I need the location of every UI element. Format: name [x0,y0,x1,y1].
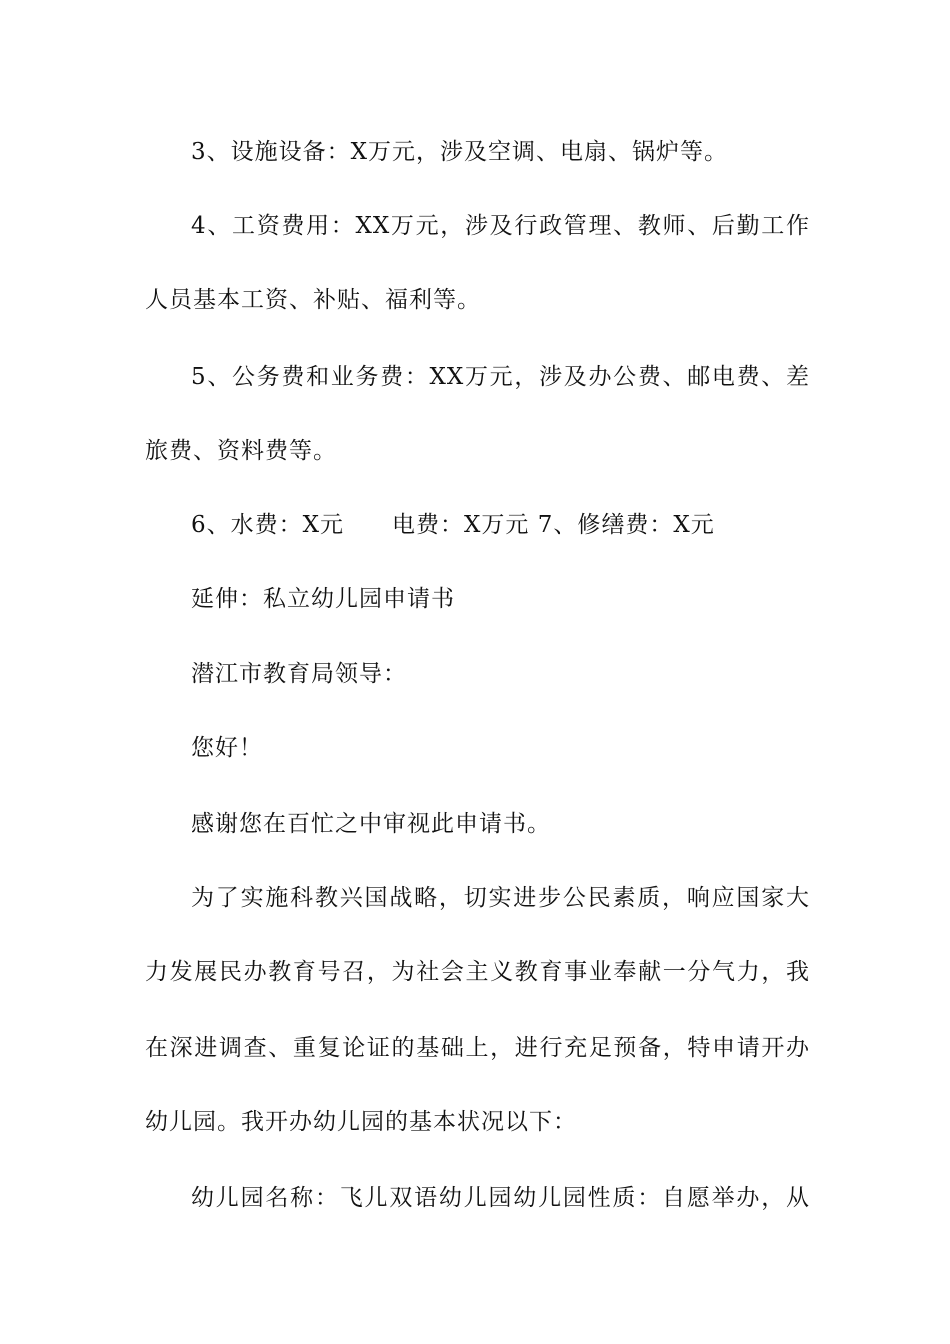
paragraph-office-line2: 旅费、资料费等。 [145,438,337,464]
letter-body-line4: 幼儿园。我开办幼儿园的基本状况以下： [145,1109,577,1135]
extension-heading: 延伸：私立幼儿园申请书 [191,586,455,612]
letter-addressee: 潜江市教育局领导： [191,661,407,687]
letter-body-line2: 力发展民办教育号召，为社会主义教育事业奉献一分气力，我 [145,959,810,985]
letter-body-line1: 为了实施科教兴国战略，切实进步公民素质，响应国家大 [191,885,810,911]
paragraph-facilities: 3、设施设备：X万元，涉及空调、电扇、锅炉等。 [191,139,729,165]
paragraph-salary-line2: 人员基本工资、补贴、福利等。 [145,287,481,313]
paragraph-office-line1: 5、公务费和业务费：XX万元，涉及办公费、邮电费、差 [191,364,810,390]
letter-thanks: 感谢您在百忙之中审视此申请书。 [191,811,551,837]
kindergarten-info-line: 幼儿园名称：飞儿双语幼儿园幼儿园性质：自愿举办，从 [191,1185,810,1211]
paragraph-utilities: 6、水费：X元 电费：X万元 7、修缮费：X元 [191,512,715,538]
paragraph-salary-line1: 4、工资费用：XX万元，涉及行政管理、教师、后勤工作 [191,213,810,239]
letter-greeting: 您好！ [191,735,263,761]
letter-body-line3: 在深进调查、重复论证的基础上，进行充足预备，特申请开办 [145,1035,810,1061]
